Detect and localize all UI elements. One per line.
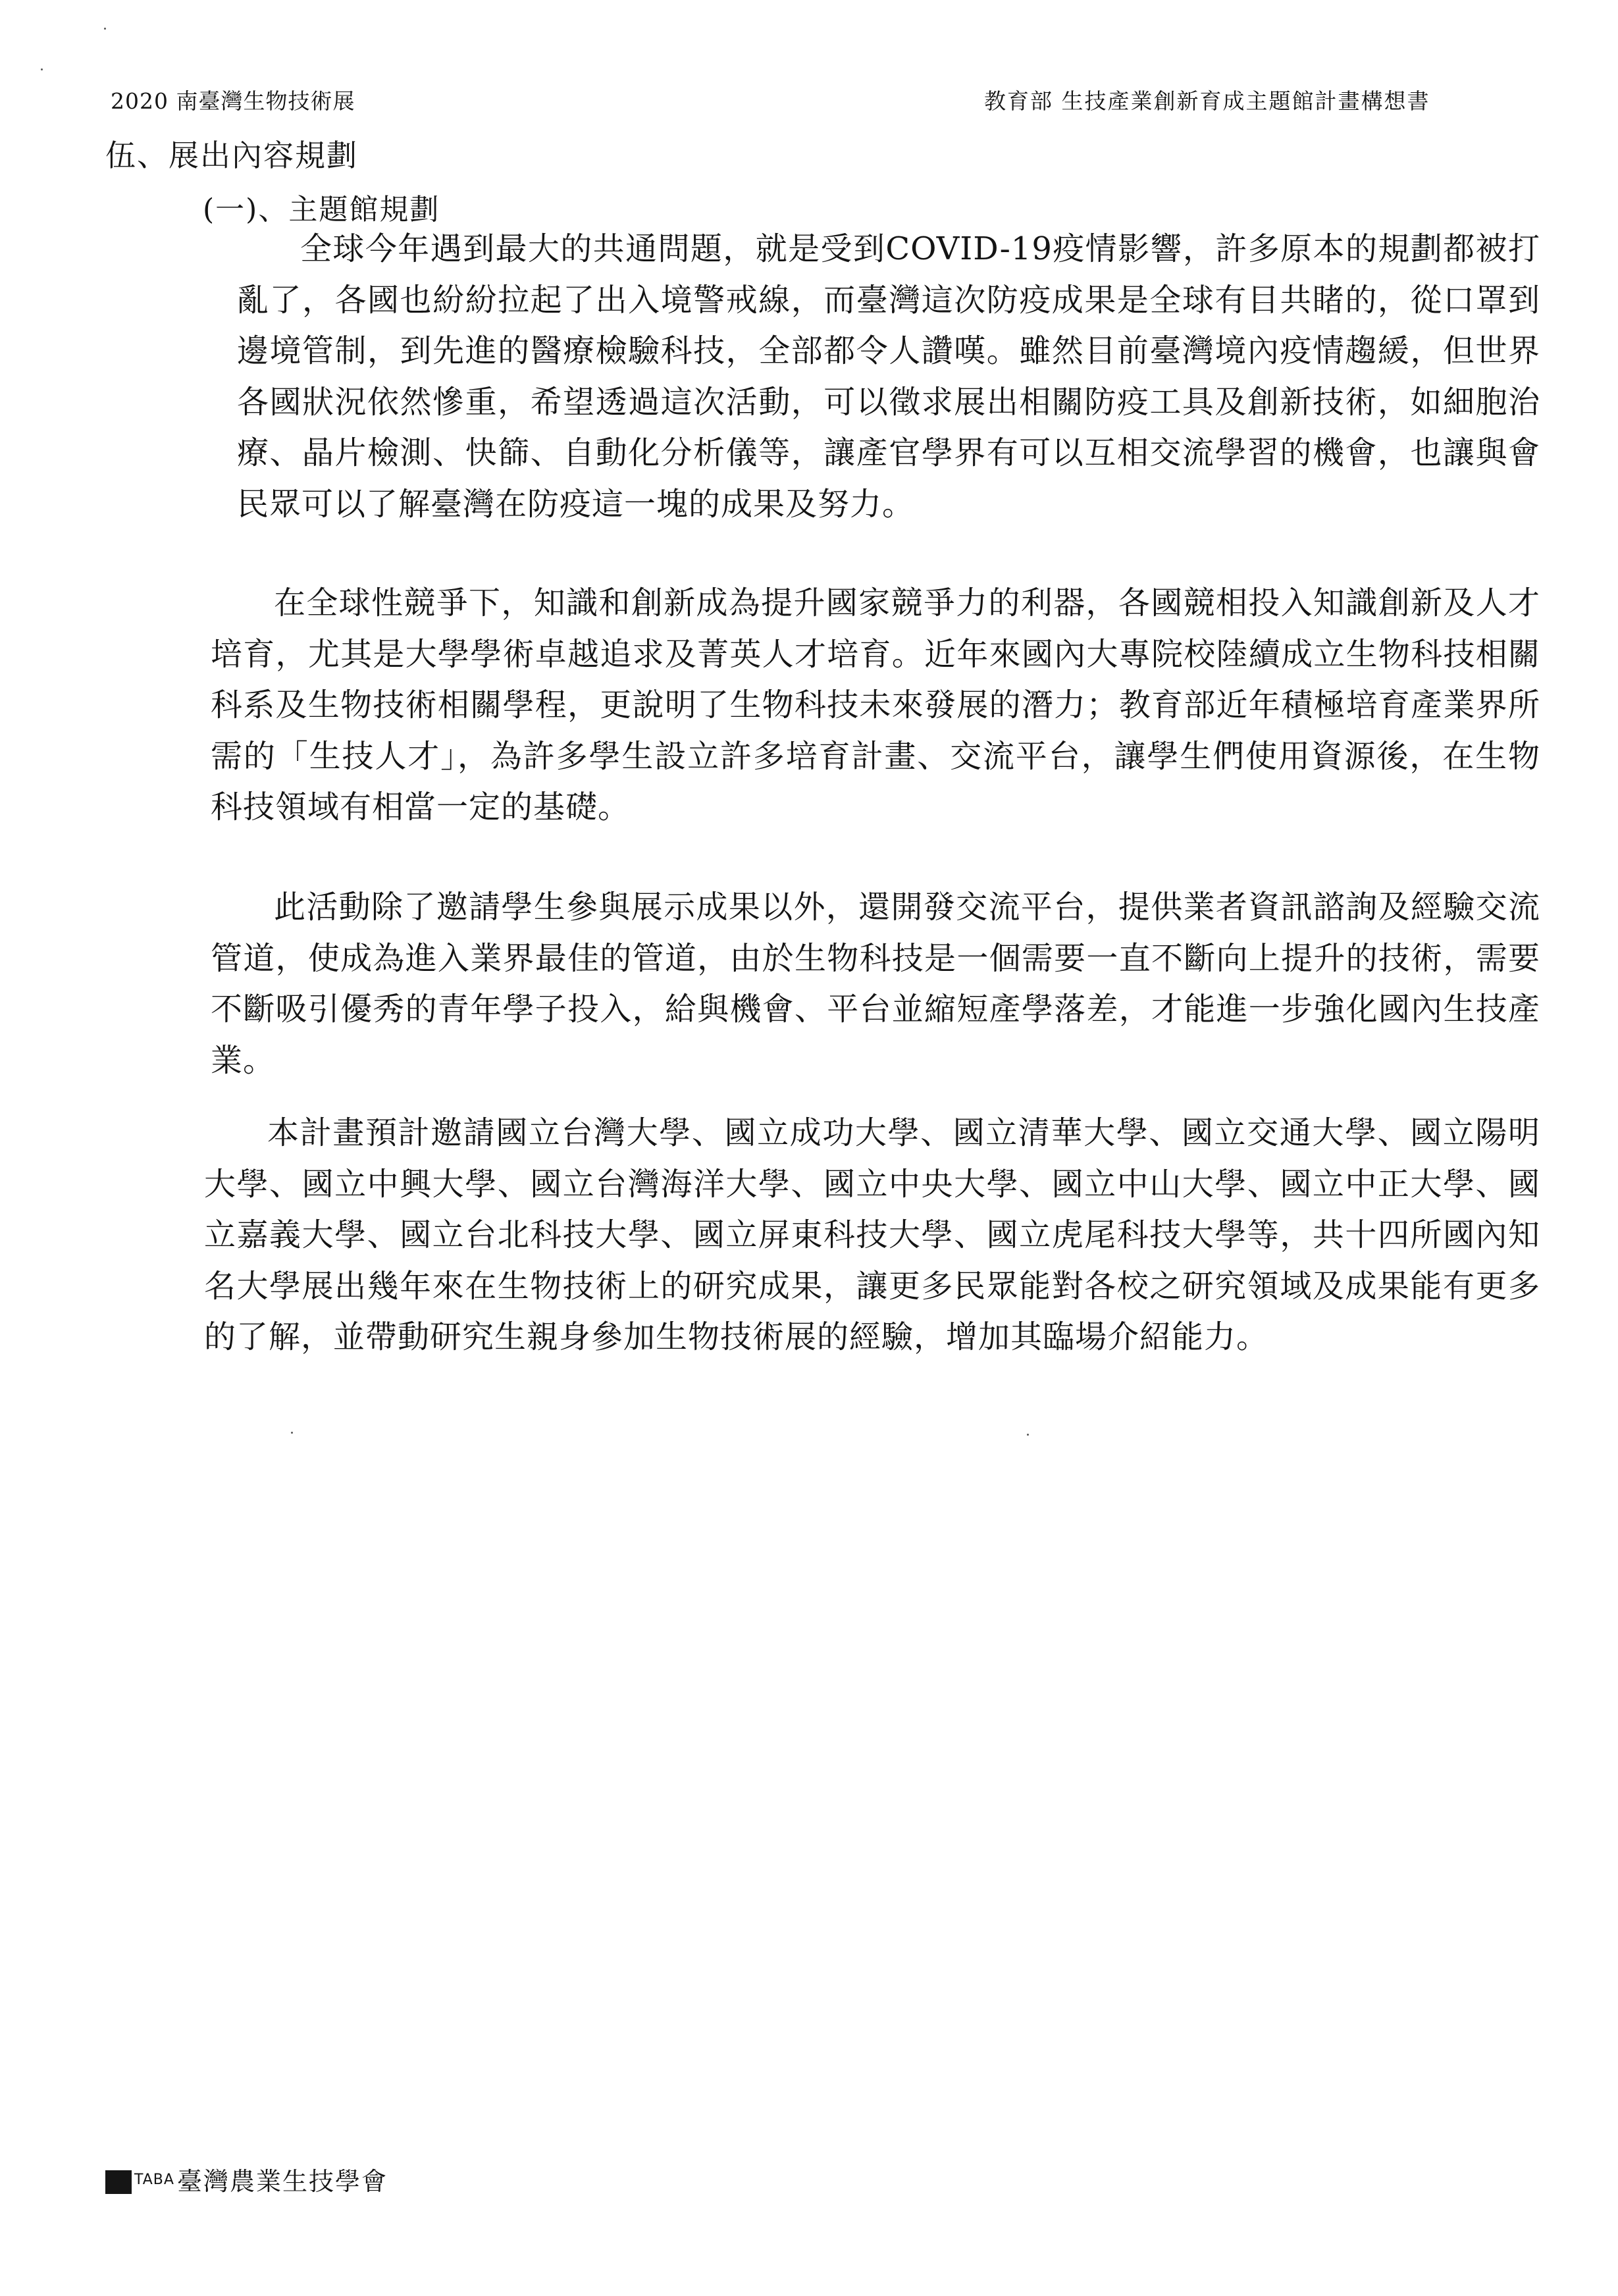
footer-logo-text: TABA xyxy=(134,2172,174,2188)
scan-speck xyxy=(41,68,43,70)
paragraph: 在全球性競爭下，知識和創新成為提升國家競爭力的利器，各國競相投入知識創新及人才培育，尤其是大學學術卓越追求及菁英人才培育。近年來國內大專院校陸續成立生物科技相關科系及生物技術相關學程，更說明了生物科技未來發展的潛力；教育部近年積極培育產業界所需的「生技人才」，為許多學生設立許多培育計畫、交流平台，讓學生們使用資源後，在生物科技領域有相當一定的基礎。 xyxy=(211,585,1540,825)
footer-organization: 臺灣農業生技學會 xyxy=(176,2167,388,2196)
scan-speck xyxy=(104,28,106,30)
paragraph: 此活動除了邀請學生參與展示成果以外，還開發交流平台，提供業者資訊諮詢及經驗交流管道，使成為進入業界最佳的管道，由於生物科技是一個需要一直不斷向上提升的技術，需要不斷吸引優秀的青年學子投入，給與機會、平台並縮短產學落差，才能進一步強化國內生技產業。 xyxy=(211,889,1540,1079)
paragraph: 全球今年遇到最大的共通問題，就是受到COVID-19疫情影響，許多原本的規劃都被打亂了，各國也紛紛拉起了出入境警戒線，而臺灣這次防疫成果是全球有目共睹的，從口罩到邊境管制，到先進的醫療檢驗科技，全部都令人讚嘆。雖然目前臺灣境內疫情趨緩，但世界各國狀況依然慘重，希望透過這次活動，可以徵求展出相關防疫工具及創新技術，如細胞治療、晶片檢測、快篩、自動化分析儀等，讓產官學界有可以互相交流學習的機會，也讓與會民眾可以了解臺灣在防疫這一塊的成果及努力。 xyxy=(237,230,1540,523)
section-title: 伍、展出內容規劃 xyxy=(105,138,358,173)
scan-speck xyxy=(1027,1434,1029,1436)
footer xyxy=(105,2169,388,2194)
header-left: 2020 南臺灣生物技術展 xyxy=(111,88,355,114)
subsection-title: (一)、主題館規劃 xyxy=(203,193,440,226)
paragraph: 本計畫預計邀請國立台灣大學、國立成功大學、國立清華大學、國立交通大學、國立陽明大學、國立中興大學、國立台灣海洋大學、國立中央大學、國立中山大學、國立中正大學、國立嘉義大學、國立台北科技大學、國立屏東科技大學、國立虎尾科技大學等，共十四所國內知名大學展出幾年來在生物技術上的研究成果，讓更多民眾能對各校之研究領域及成果能有更多的了解，並帶動研究生親身參加生物技術展的經驗，增加其臨場介紹能力。 xyxy=(204,1114,1540,1355)
header-right: 教育部 生技產業創新育成主題館計畫構想書 xyxy=(984,88,1430,114)
scan-speck xyxy=(291,1432,293,1434)
taba-logo-icon xyxy=(105,2170,132,2194)
